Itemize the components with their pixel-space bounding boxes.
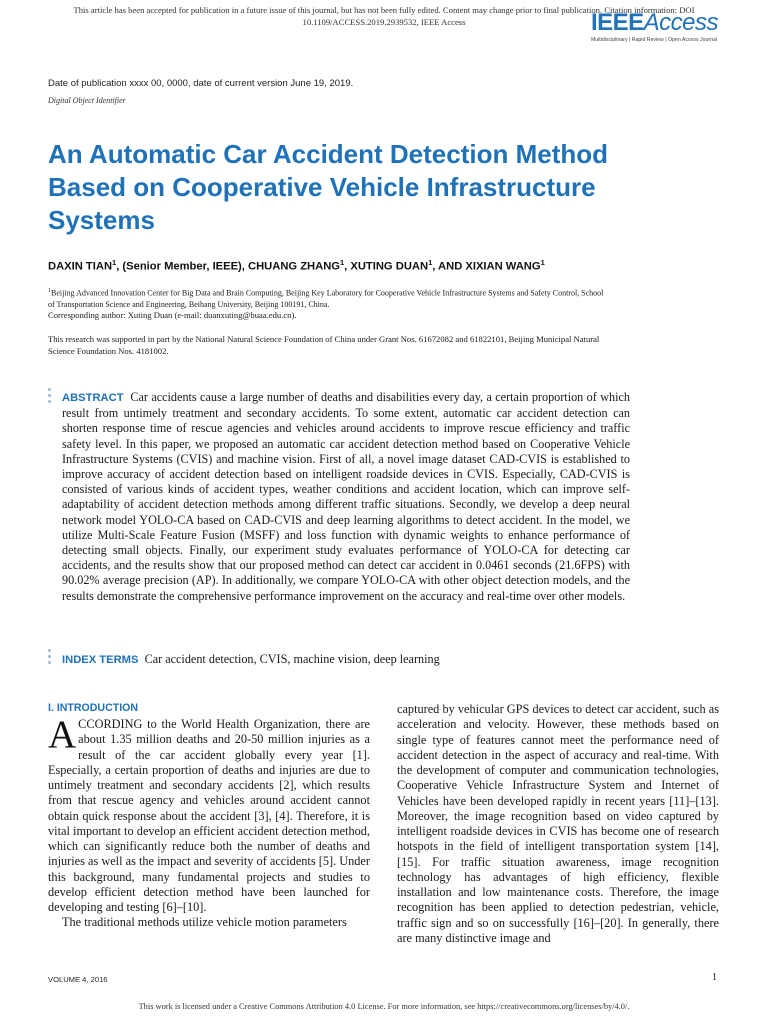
funding-note: This research was supported in part by the National Natural Science Foundation of China under Grant Nos. 61672082 and 61822101, Beijing Municipal Natural Science Foundation Nos. 4181002. xyxy=(48,334,600,356)
author-4: , AND XIXIAN WANG xyxy=(432,260,541,273)
doi-label: Digital Object Identifier xyxy=(48,96,126,105)
index-terms-label: INDEX TERMS xyxy=(62,654,139,666)
author-3: , XUTING DUAN xyxy=(344,260,429,273)
author-sup: 1 xyxy=(540,258,545,267)
intro-paragraph-continued: captured by vehicular GPS devices to detect car accident, such as acceleration and velocity. However, these methods based on single type of features cannot meet the performance need of accident detection in the aspect of accuracy and real-time. With the development of computer and communication technologies, Cooperative Vehicle Infrastructure System and Internet of Vehicles have been developed rapidly in recent years [11]–[13]. Moreover, the image recognition based on video captured by intelligent roadside devices in CVIS has become one of research hotspots in the field of intelligent transportation system [14], [15]. For traffic situation awareness, image recognition technology has advantages of high efficiency, flexible installation and low maintenance costs. Therefore, the image recognition has been applied to detection pedestrian, vehicle, traffic sign and so on successfully [16]–[20]. In generally, there are many distinctive image and xyxy=(397,702,719,945)
author-sup: 1 xyxy=(112,258,117,267)
page-number: 1 xyxy=(712,972,717,983)
intro-paragraph-1 xyxy=(48,713,370,915)
ieee-access-logo xyxy=(591,10,718,43)
affiliation-text: Beijing Advanced Innovation Center for Big Data and Brain Computing, Beijing Key Laboratory for Cooperative Vehicle Infrastructure Systems and Safety Control, School of Transportation Science and Engineering, Beihang University, Beijing 100191, China. xyxy=(48,288,604,309)
section-heading: I. INTRODUCTION xyxy=(48,702,139,714)
license-notice: This work is licensed under a Creative Commons Attribution 4.0 License. For more information, see https://creativecommons.org/licenses/by/4.0/. xyxy=(138,1002,630,1011)
column-left xyxy=(48,702,370,931)
volume-label: VOLUME 4, 2016 xyxy=(48,975,108,984)
logo-tagline: Multidisciplinary | Rapid Review | Open Access Journal xyxy=(590,37,718,43)
corresponding-author: Corresponding author: Xuting Duan (e-mail: duanxuting@buaa.edu.cn). xyxy=(48,310,297,320)
logo-access-text: Access xyxy=(643,9,718,36)
paper-title: An Automatic Car Accident Detection Method Based on Cooperative Vehicle Infrastructure Systems xyxy=(48,139,609,235)
author-sup: 1 xyxy=(428,258,433,267)
author-sup: 1 xyxy=(339,258,345,267)
affiliation xyxy=(48,286,608,310)
index-terms-marker-icon xyxy=(48,649,52,667)
abstract xyxy=(62,390,630,604)
publication-notice-line1: This article has been accepted for publication in a future issue of this journal, but has not been fully edited. Content may change prior to final publication. Citation information: DOI xyxy=(73,5,695,15)
abstract-marker-icon xyxy=(48,388,52,406)
logo-ieee-text: IEEE xyxy=(590,9,644,36)
intro-paragraph-2: The traditional methods utilize vehicle motion parameters xyxy=(62,915,347,930)
publication-notice-line2: 10.1109/ACCESS.2019.2939532, IEEE Access xyxy=(302,17,466,27)
abstract-label: ABSTRACT xyxy=(62,392,124,404)
index-terms xyxy=(62,652,440,667)
author-1: DAXIN TIAN xyxy=(48,260,113,273)
intro-paragraph-1-text: CCORDING to the World Health Organization, there are about 1.35 million deaths and 20-50 million injuries as a result of the car accident globally every year [1]. Especially, a certain proportion of deaths and injuries are due to untimely treatment and secondary accidents [2], which results from that rescue agency and vehicles around accident cannot obtain quick response about the accident [3], [4]. Therefore, it is vital important to develop an efficient accident detection method, which can significantly reduce both the number of deaths and injuries as well as the impact and severity of accidents [5]. Under this background, many fundamental projects and studies to develop efficient detection method have been launched for developing and testing [6]–[10]. xyxy=(48,717,370,914)
author-2: , (Senior Member, IEEE), CHUANG ZHANG xyxy=(116,260,340,273)
author-list xyxy=(48,255,608,275)
publication-date: Date of publication xxxx 00, 0000, date of current version June 19, 2019. xyxy=(48,78,354,89)
abstract-text: Car accidents cause a large number of deaths and disabilities every day, a certain proportion of which result from untimely treatment and secondary accidents. To some extent, automatic car accident detection can shorten response time of rescue agencies and vehicles around accidents to improve rescue efficiency and traffic safety level. In this paper, we proposed an automatic car accident detection method based on Cooperative Vehicle Infrastructure Systems (CVIS) and machine vision. First of all, a novel image dataset CAD-CVIS is established to improve accuracy of accident detection based on intelligent roadside devices in CVIS. Especially, CAD-CVIS is consisted of various kinds of accident types, weather conditions and accident location, which can improve self-adaptability of accident detection methods among different traffic situations. Secondly, we develop a deep neural network model YOLO-CA based on CAD-CVIS and deep learning algorithms to detect accident. In the model, we utilize Multi-Scale Feature Fusion (MSFF) and loss function with dynamic weights to enhance performance of detecting small objects. Finally, our experiment study evaluates performance of YOLO-CA for detecting car accidents, and the results show that our proposed method can detect car accident in 0.0461 seconds (21.6FPS) with 90.02% average precision (AP). In additionally, we compare YOLO-CA with other object detection models, and the results demonstrate the comprehensive performance improvement on the accuracy and real-time over other models. xyxy=(62,390,630,603)
column-right xyxy=(397,702,719,946)
affiliation-sup: 1 xyxy=(48,288,51,294)
index-terms-text: Car accident detection, CVIS, machine vision, deep learning xyxy=(144,652,440,666)
drop-cap: A xyxy=(48,713,77,756)
